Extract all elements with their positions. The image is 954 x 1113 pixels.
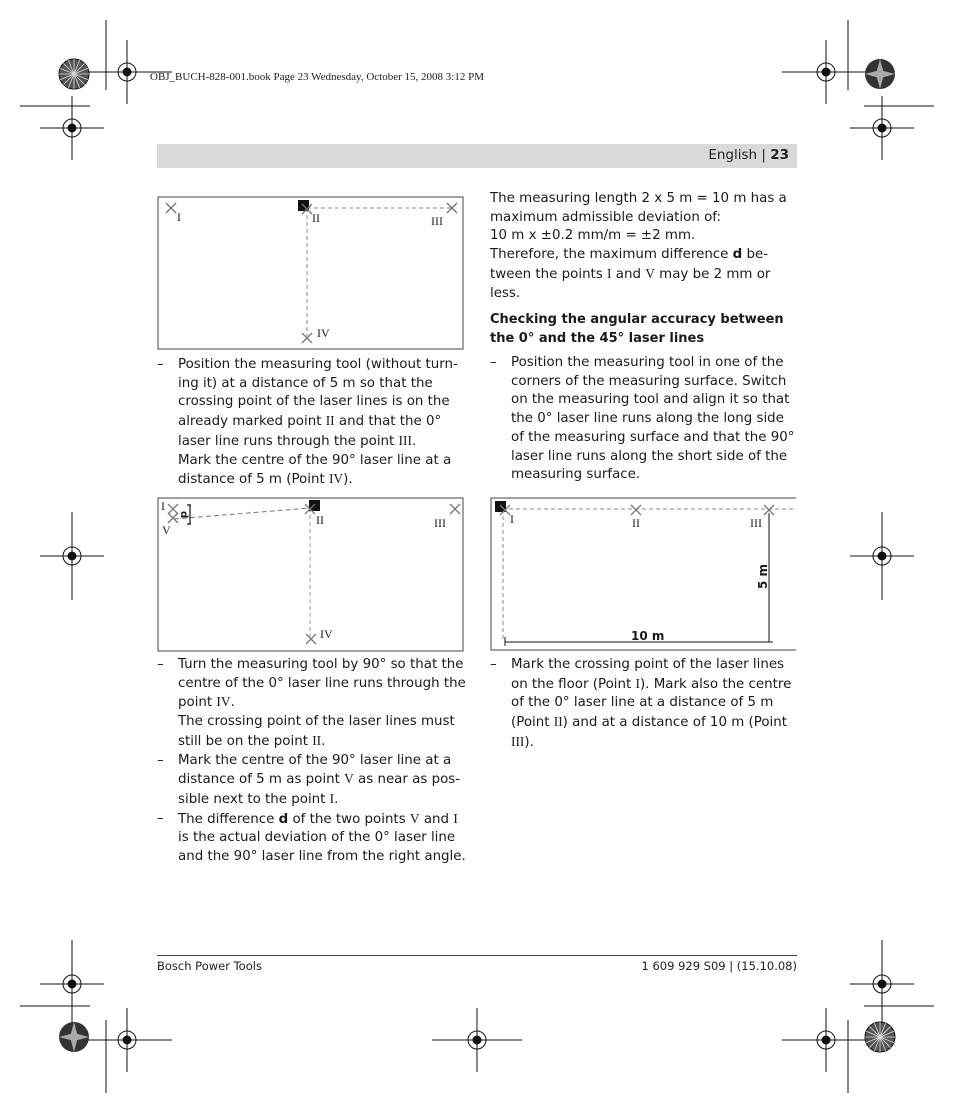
registration-mark — [850, 940, 914, 1028]
starburst-mark — [59, 59, 89, 89]
list-item — [157, 810, 467, 867]
starburst-mark — [59, 1022, 89, 1052]
point-label: I — [161, 499, 165, 513]
list-dash: – — [157, 752, 164, 768]
instruction-text: The difference d of the two points V and I is the actual deviation of the 0° laser line and the 90° laser line from the right angle. — [178, 810, 466, 865]
point-label: IV — [317, 326, 330, 340]
deviation-label: d — [178, 511, 189, 519]
registration-mark — [850, 512, 914, 600]
point-label: IV — [320, 627, 333, 641]
list-dash: – — [490, 355, 497, 370]
list-item — [490, 656, 800, 753]
left-column-block-2 — [157, 656, 467, 867]
dimension-label-5m: 5 m — [756, 563, 770, 589]
registration-mark — [432, 1008, 522, 1072]
point-label: I — [510, 512, 514, 526]
footer-brand: Bosch Power Tools — [157, 959, 262, 973]
right-column-block-2 — [490, 656, 800, 753]
registration-mark — [782, 40, 872, 104]
header-text — [708, 147, 789, 163]
page-header — [157, 144, 797, 168]
list-item — [157, 656, 467, 752]
page-number: 23 — [770, 147, 789, 163]
instruction-text: Mark the centre of the 90° laser line at a distance of 5 m as point V as near as pos-sible next to the point I. — [178, 752, 461, 807]
left-column-block-1 — [157, 356, 467, 490]
list-dash: – — [490, 657, 497, 672]
list-item — [157, 752, 467, 810]
point-label: III — [750, 516, 762, 530]
instruction-text: Position the measuring tool (without turn-ing it) at a distance of 5 m so that the crossing point of the laser lines is on the already marked point II and that the 0° laser line runs through the point III. — [178, 357, 458, 449]
list-dash: – — [157, 357, 164, 372]
point-label: II — [316, 513, 324, 527]
point-label: II — [632, 516, 640, 530]
figure-3 — [490, 497, 798, 652]
dimension-label-10m: 10 m — [631, 629, 665, 643]
figure-1 — [157, 196, 465, 350]
registration-mark — [82, 1008, 172, 1072]
header-separator: | — [757, 147, 771, 163]
instruction-text: Mark the centre of the 90° laser line at a distance of 5 m (Point IV). — [178, 452, 452, 488]
header-language: English — [708, 147, 758, 163]
instruction-text: Mark the crossing point of the laser lines on the floor (Point I). Mark also the centre of the 0° laser line at a distance of 5 m (Point II) and at a distance of 10 m (Point III). — [511, 657, 792, 750]
instruction-text: Position the measuring tool in one of the corners of the measuring surface. Switch on the measuring tool and align it so that the 0° laser line runs along the long side of the measuring surface and that the 90° laser line runs along the short side of the measuring surface. — [511, 355, 795, 483]
starburst-mark — [865, 1022, 895, 1052]
print-info-line: OBJ_BUCH-828-001.book Page 23 Wednesday, October 15, 2008 3:12 PM — [150, 71, 484, 83]
point-label: III — [434, 516, 446, 530]
list-item — [490, 354, 800, 485]
point-label: V — [162, 523, 171, 537]
figure-frame — [158, 197, 463, 349]
paragraph-text: 10 m x ±0.2 mm/m = ±2 mm. — [490, 228, 696, 244]
paragraph-text: The measuring length 2 x 5 m = 10 m has a maximum admissible deviation of: — [490, 191, 787, 225]
instruction-text: Turn the measuring tool by 90° so that the centre of the 0° laser line runs through the point IV. — [178, 657, 466, 711]
list-dash: – — [157, 657, 164, 672]
registration-mark — [40, 940, 104, 1028]
starburst-mark — [865, 59, 895, 89]
list-item — [157, 356, 467, 490]
right-column-intro — [490, 190, 800, 303]
list-dash: – — [157, 810, 164, 826]
point-label: II — [312, 211, 320, 225]
right-column-block-1 — [490, 354, 800, 485]
point-label: III — [431, 214, 443, 228]
footer-rule — [157, 955, 797, 956]
registration-mark — [40, 512, 104, 600]
figure-2 — [157, 497, 465, 652]
footer-doc-number: 1 609 929 S09 | (15.10.08) — [641, 959, 797, 973]
instruction-text: The crossing point of the laser lines must still be on the point II. — [178, 714, 455, 749]
section-heading: Checking the angular accuracy between the 0° and the 45° laser lines — [490, 312, 784, 346]
point-label: I — [177, 210, 181, 224]
paragraph-text: Therefore, the maximum difference d be-tween the points I and V may be 2 mm or less. — [490, 247, 771, 301]
registration-mark — [782, 1008, 872, 1072]
